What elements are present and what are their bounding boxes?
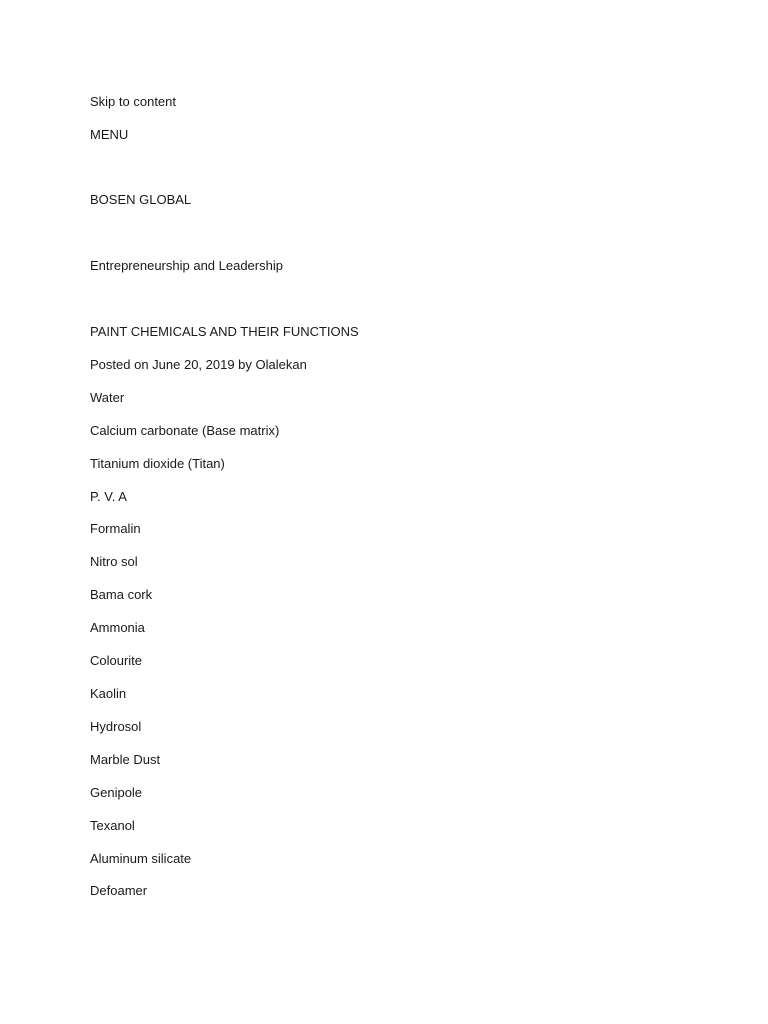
list-item: Defoamer [90,883,148,898]
list-item: Hydrosol [90,719,142,734]
list-item: Bama cork [90,587,153,602]
site-tagline: Entrepreneurship and Leadership [90,258,283,273]
list-item: Water [90,390,125,405]
list-item: Texanol [90,818,135,833]
list-item: Titanium dioxide (Titan) [90,456,225,471]
post-title: PAINT CHEMICALS AND THEIR FUNCTIONS [90,324,359,339]
menu-button[interactable]: MENU [90,127,129,142]
list-item: P. V. A [90,489,127,504]
list-item: Nitro sol [90,554,138,569]
list-item: Aluminum silicate [90,851,192,866]
list-item: Calcium carbonate (Base matrix) [90,423,280,438]
list-item: Ammonia [90,620,145,635]
list-item: Formalin [90,521,141,536]
list-item: Marble Dust [90,752,161,767]
list-item: Kaolin [90,686,127,701]
list-item: Colourite [90,653,143,668]
list-item: Genipole [90,785,143,800]
skip-to-content-link[interactable]: Skip to content [90,94,176,109]
post-meta: Posted on June 20, 2019 by Olalekan [90,357,307,372]
site-title[interactable]: BOSEN GLOBAL [90,192,192,207]
